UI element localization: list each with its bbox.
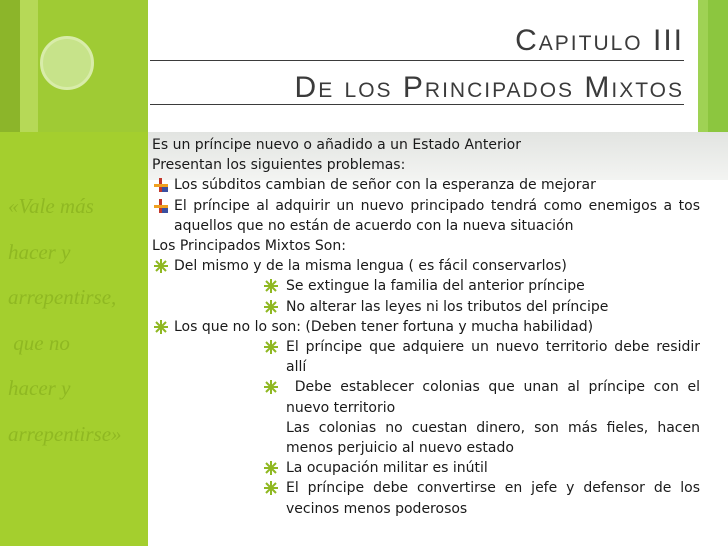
quote-line: arrepentirse»: [8, 421, 122, 446]
body-line: [152, 155, 700, 175]
body-text: Los Principados Mixtos Son:: [152, 238, 346, 255]
sub-bullet-text: Se extingue la familia del anterior príncipe: [286, 278, 585, 295]
sub-bullet-item: [152, 337, 700, 377]
top-bar-stripe: [698, 0, 708, 132]
sub-bullet-item: [152, 377, 705, 417]
bullet-item: [152, 256, 700, 276]
sub-bullet-text: No alterar las leyes ni los tributos del príncipe: [286, 298, 609, 315]
bullet-text: Del mismo y de la misma lengua ( es fácil conservarlos): [174, 258, 567, 275]
quote-line: que no: [8, 330, 70, 355]
sub-bullet-item: [152, 297, 700, 317]
side-quote: [8, 184, 144, 457]
sub-bullet-item: [152, 276, 700, 296]
sub-bullet-item: [152, 458, 700, 478]
flower-bullet-icon: [154, 320, 168, 334]
sub-bullet-text: El príncipe que adquiere un nuevo territorio debe residir allí: [286, 339, 700, 376]
quote-line: hacer y: [8, 376, 71, 400]
quote-line: «Vale más: [8, 194, 94, 218]
title-line-2: De los Principados Mixtos: [294, 71, 684, 104]
body-line: [152, 236, 700, 256]
flower-bullet-icon: [264, 340, 278, 354]
sub-bullet-item: [152, 418, 700, 458]
cross-bullet-icon: [154, 178, 168, 192]
body-line: [152, 135, 700, 155]
body-text: Presentan los siguientes problemas:: [152, 157, 406, 174]
bullet-item: [152, 175, 700, 195]
bullet-text: Los que no lo son: (Deben tener fortuna y mucha habilidad): [174, 318, 594, 335]
top-right-accent-bar: [698, 0, 728, 132]
slide-title: [150, 22, 684, 108]
title-line-1: Capitulo III: [515, 24, 684, 57]
flower-bullet-icon: [264, 380, 278, 394]
circle-ornament-icon: [40, 36, 94, 90]
sub-bullet-text: La ocupación militar es inútil: [286, 460, 488, 477]
flower-bullet-icon: [264, 481, 278, 495]
left-bar-dark-stripe: [0, 0, 20, 132]
bullet-text: Los súbditos cambian de señor con la esperanza de mejorar: [174, 177, 596, 194]
bullet-item: [152, 196, 700, 236]
sub-bullet-text: Las colonias no cuestan dinero, son más fieles, hacen menos perjuicio al nuevo estado: [286, 419, 700, 457]
flower-bullet-icon: [154, 259, 168, 273]
quote-line: arrepentirse,: [8, 285, 117, 309]
flower-bullet-icon: [264, 279, 278, 293]
sub-bullet-item: [152, 478, 700, 518]
quote-line: hacer y: [8, 239, 71, 264]
left-bar-mid-stripe: [20, 0, 38, 132]
flower-bullet-icon: [264, 461, 278, 475]
cross-bullet-icon: [154, 199, 168, 213]
sub-bullet-text: El príncipe debe convertirse en jefe y defensor de los vecinos menos poderosos: [286, 480, 700, 517]
bullet-item: [152, 317, 700, 337]
flower-bullet-icon: [264, 300, 278, 314]
slide-body: [152, 135, 705, 519]
body-text: Es un príncipe nuevo o añadido a un Estado Anterior: [152, 137, 521, 153]
bullet-text: El príncipe al adquirir un nuevo principado tendrá como enemigos a tos aquellos que no están de acuerdo con la nueva situación: [174, 197, 700, 234]
sub-bullet-text: Debe establecer colonias que unan al príncipe con el nuevo territorio: [286, 379, 705, 416]
